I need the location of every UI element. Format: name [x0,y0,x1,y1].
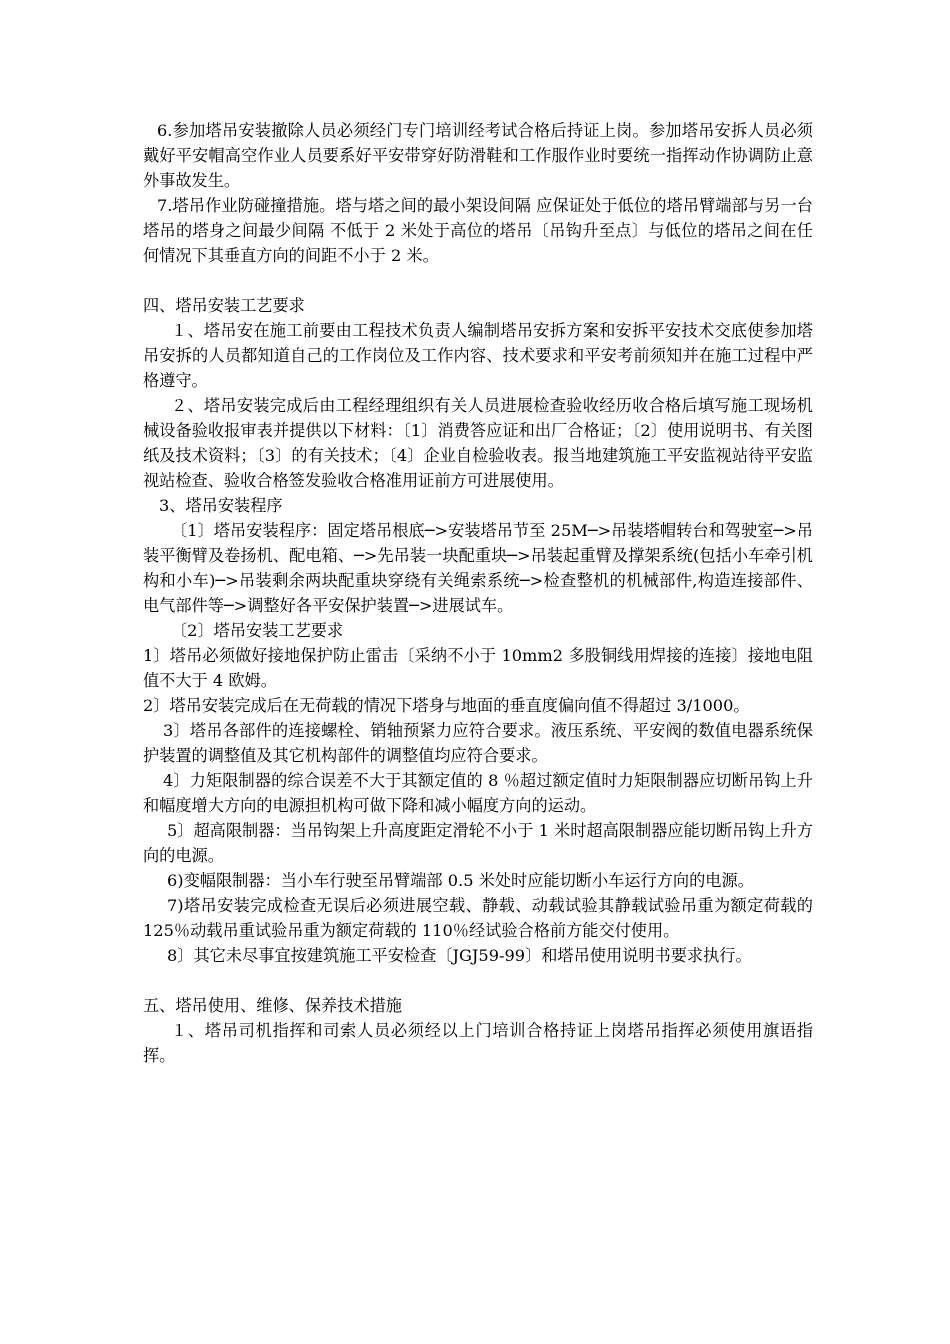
document-page [143,118,813,1068]
paragraph: 8〕其它未尽事宜按建筑施工平安检查〔JGJ59-99〕和塔吊使用说明书要求执行。 [167,946,752,965]
paragraph: 四、塔吊安装工艺要求 [143,296,305,315]
paragraph: 7)塔吊安装完成检查无误后必须进展空载、静载、动载试验其静载试验吊重为额定荷载的 125％动载吊重试验吊重为额定荷载的 110％经试验合格前方能交付使用。 [143,896,813,940]
paragraph: 2〕塔吊安装完成后在无荷载的情况下塔身与地面的垂直度偏向值不得超过 3/1000。 [143,696,750,715]
paragraph: 五、塔吊使用、维修、保养技术措施 [143,996,402,1015]
paragraph: 3、塔吊安装程序 [159,496,283,515]
blank-line [143,968,813,993]
paragraph: １、塔吊安在施工前要由工程技术负责人编制塔吊安拆方案和安拆平安技术交底使参加塔吊安拆的人员都知道自己的工作岗位及工作内容、技术要求和平安考前须知并在施工过程中严格遵守。 [143,321,813,390]
paragraph: 4〕力矩限制器的综合误差不大于其额定值的 8 ％超过额定值时力矩限制器应切断吊钩上升和幅度增大方向的电源担机构可做下降和减小幅度方向的运动。 [143,771,813,815]
blank-line [143,268,813,293]
paragraph: 6.参加塔吊安装撤除人员必须经门专门培训经考试合格后持证上岗。参加塔吊安拆人员必须戴好平安帽高空作业人员要系好平安带穿好防滑鞋和工作服作业时要统一指挥动作协调防止意外事故发生。 [143,121,813,190]
paragraph: 〔2〕塔吊安装工艺要求 [171,621,344,640]
paragraph: １、塔吊司机指挥和司索人员必须经以上门培训合格持证上岗塔吊指挥必须使用旗语指挥。 [143,1021,813,1065]
paragraph: 1〕塔吊必须做好接地保护防止雷击〔采纳不小于 10mm2 多股铜线用焊接的连接〕接地电阻值不大于 4 欧姆。 [143,646,813,690]
paragraph: 〔1〕塔吊安装程序：固定塔吊根底─>安装塔吊节至 25M─>吊装塔帽转台和驾驶室─>吊装平衡臂及卷扬机、配电箱、─>先吊装一块配重块─>吊装起重臂及撑架系统(包括小车牵引机构和小车)─>吊装剩余两块配重块穿绕有关绳索系统─>检查整机的机械部件,构造连接部件、电气部件等─>调整好各平安保护装置─>进展试车。 [143,521,813,615]
paragraph: 6)变幅限制器：当小车行驶至吊臂端部 0.5 米处时应能切断小车运行方向的电源。 [167,871,754,890]
paragraph: 7.塔吊作业防碰撞措施。塔与塔之间的最小架设间隔 应保证处于低位的塔吊臂端部与另一台塔吊的塔身之间最少间隔 不低于 2 米处于高位的塔吊〔吊钩升至点〕与低位的塔吊之间在任何情况下其垂直方向的间距不小于 2 米。 [143,196,813,265]
paragraph: 3〕塔吊各部件的连接螺栓、销轴预紧力应符合要求。液压系统、平安阀的数值电器系统保护装置的调整值及其它机构部件的调整值均应符合要求。 [143,721,813,765]
paragraph: ２、塔吊安装完成后由工程经理组织有关人员进展检查验收经历收合格后填写施工现场机械设备验收报审表并提供以下材料：〔1〕消费答应证和出厂合格证；〔2〕使用说明书、有关图纸及技术资料；〔3〕的有关技术；〔4〕企业自检验收表。报当地建筑施工平安监视站待平安监视站检查、验收合格签发验收合格准用证前方可进展使用。 [143,396,813,490]
paragraph: 5〕超高限制器：当吊钩架上升高度距定滑轮不小于 1 米时超高限制器应能切断吊钩上升方向的电源。 [143,821,814,865]
